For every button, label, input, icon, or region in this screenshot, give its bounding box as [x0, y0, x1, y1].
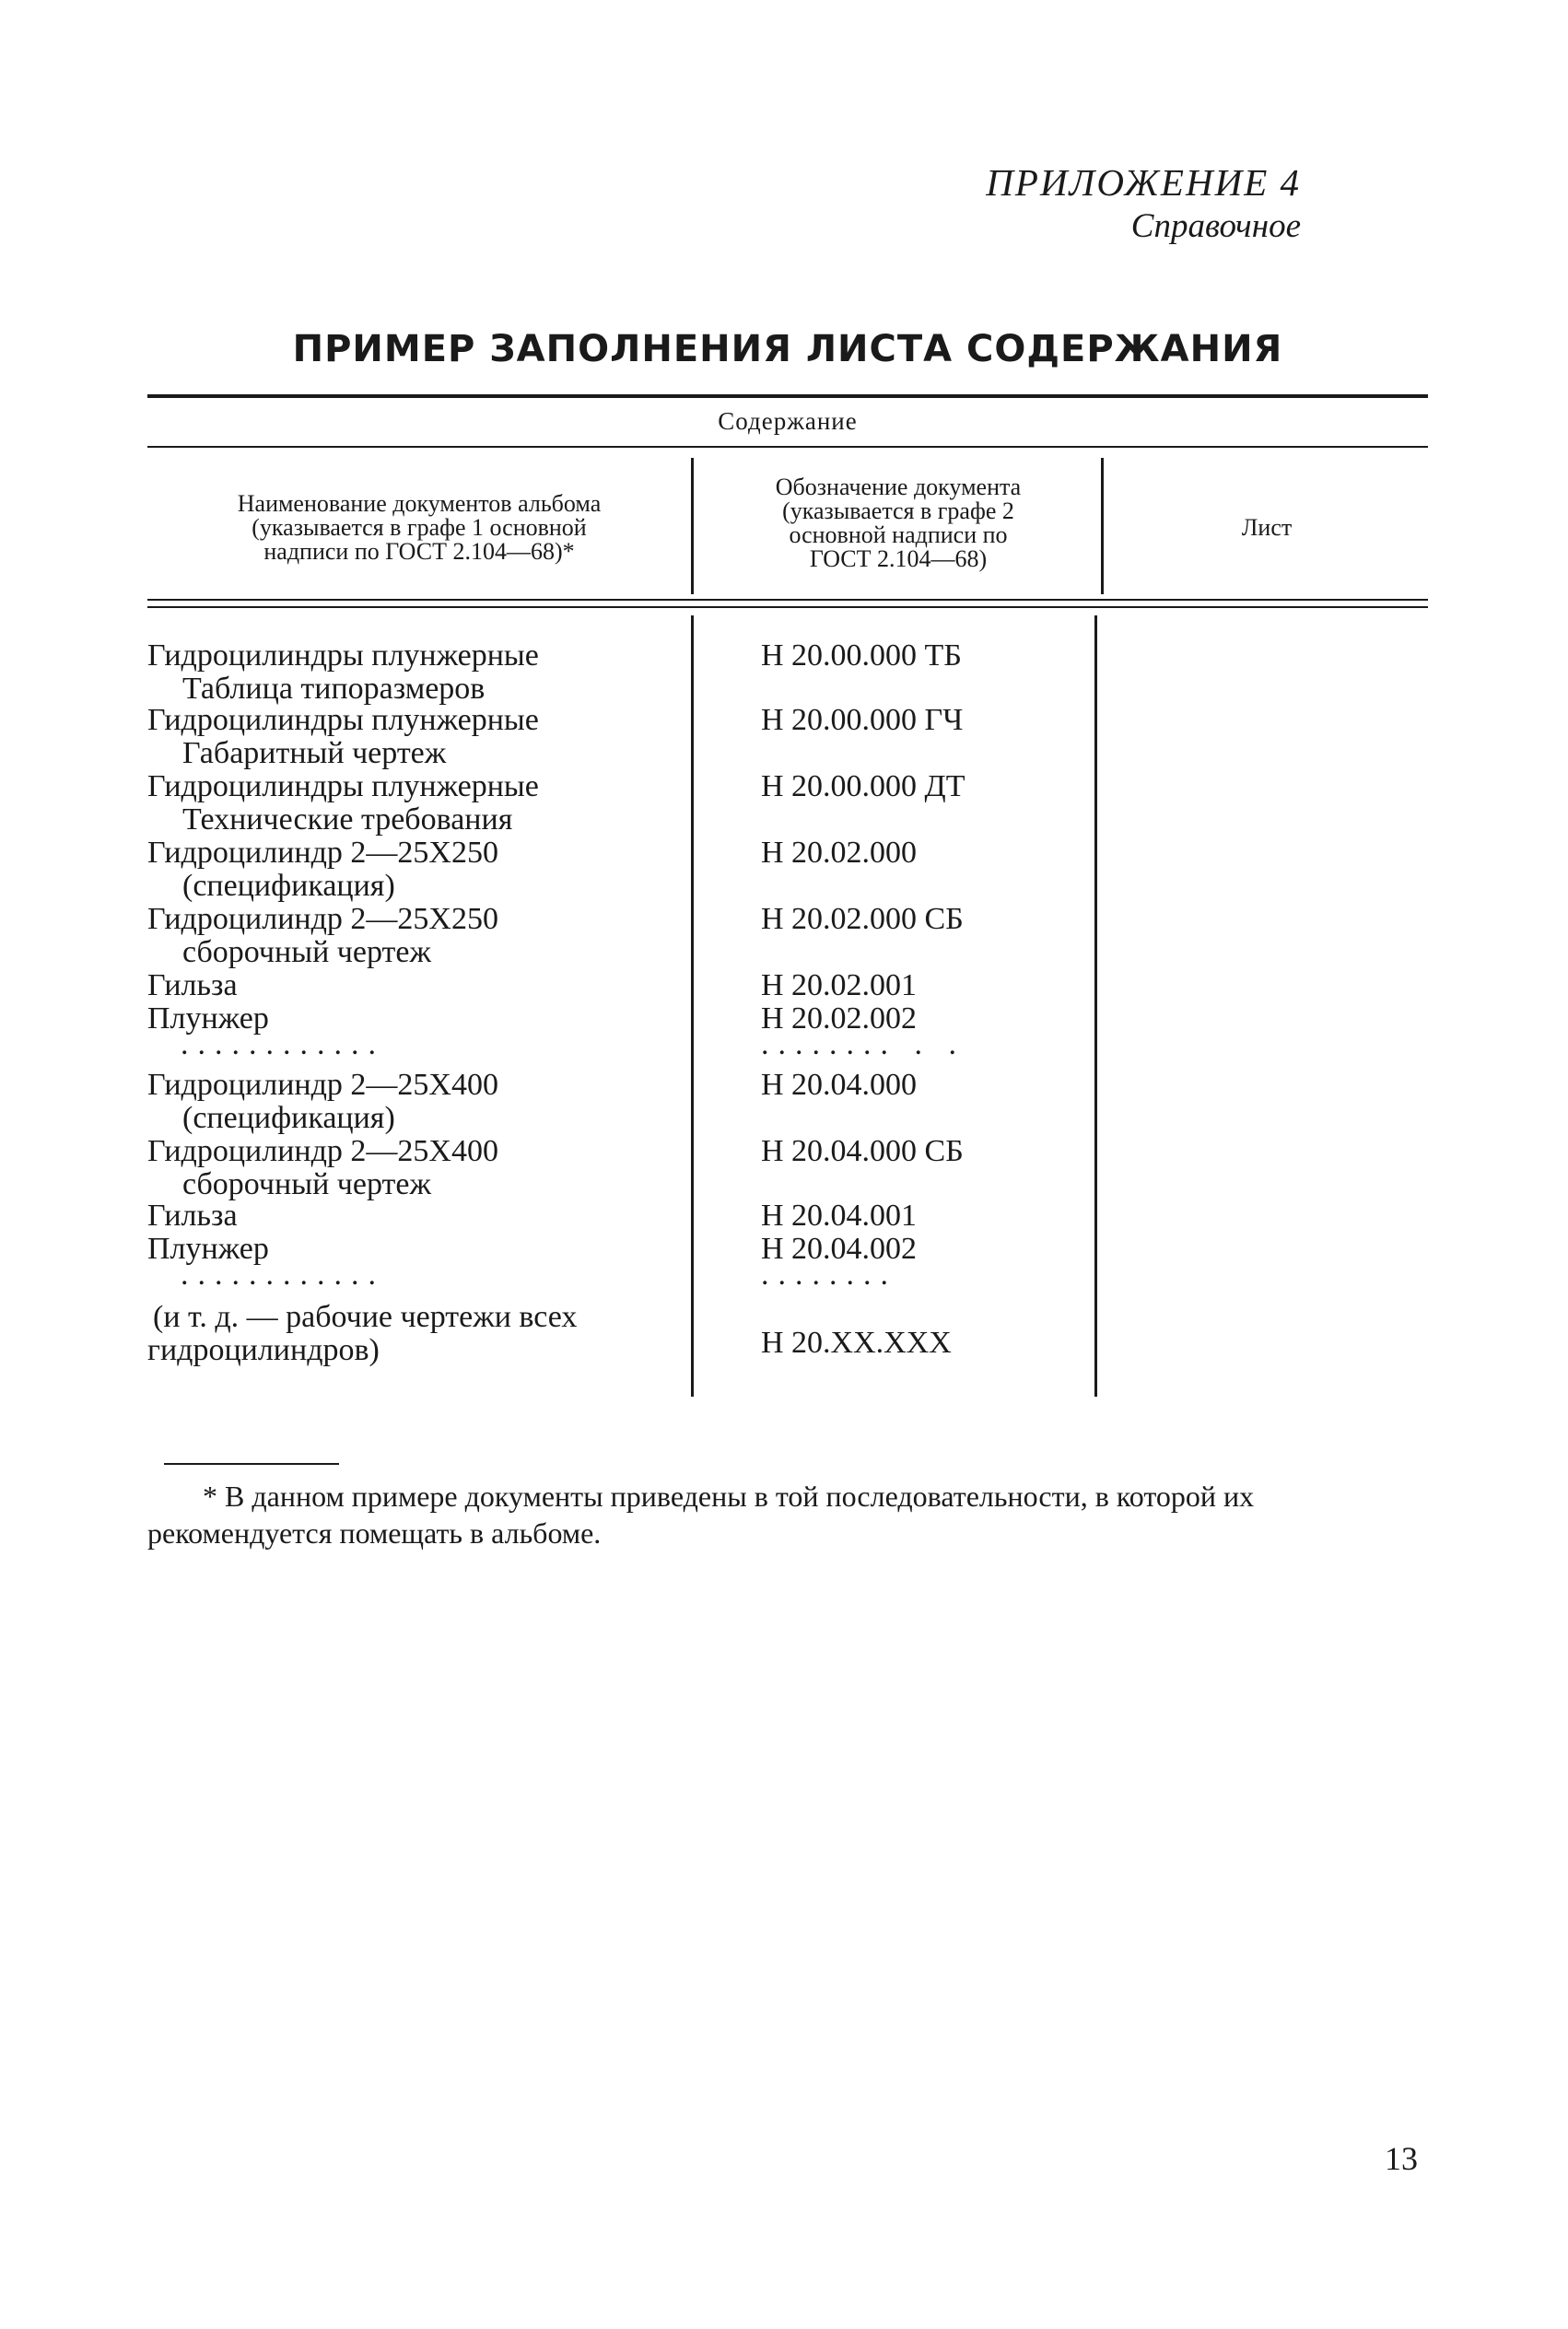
appendix-block	[986, 158, 1301, 247]
row-name-line: Гидроцилиндр 2—25Х400	[147, 1134, 498, 1168]
header-name-line: (указывается в графе 1 основной	[252, 514, 587, 541]
table-row-code: Н 20.04.000 СБ	[761, 1134, 964, 1168]
row-name-line: Плунжер	[147, 1232, 269, 1266]
table-row-code: Н 20.04.001	[761, 1199, 918, 1233]
row-name-line: сборочный чертеж	[182, 935, 431, 969]
header-code-line: основной надписи по	[789, 521, 1008, 548]
table-row-name	[147, 837, 498, 903]
row-name-line: Гильза	[147, 968, 238, 1002]
table-row-ellipsis-code: ........ . .	[761, 1027, 965, 1061]
table-row-name	[147, 770, 539, 837]
footnote-rule	[164, 1463, 339, 1465]
table-row-ellipsis	[181, 1258, 385, 1292]
table-row-code: Н 20.02.001	[761, 968, 918, 1002]
table-row-name	[147, 903, 498, 969]
table-row-ellipsis-code: ........	[761, 1258, 897, 1292]
row-name-line: Гидроцилиндр 2—25Х250	[147, 902, 498, 936]
table-row-code: Н 20.00.000 ГЧ	[761, 703, 964, 737]
row-name-line: (спецификация)	[182, 869, 395, 903]
footnote-text: * В данном примере документы приведены в той последовательности, в которой их рекомендуется помещать в альбоме.	[147, 1480, 1255, 1550]
table-row-code: Н 20.02.002	[761, 1001, 918, 1036]
row-name-line: (спецификация)	[182, 1101, 395, 1135]
caption-rule	[147, 446, 1428, 448]
table-row-code: Н 20.04.000	[761, 1068, 918, 1102]
table-top-rule	[147, 394, 1428, 398]
header-code-line: ГОСТ 2.104—68)	[809, 545, 988, 572]
body-divider-1	[691, 615, 694, 1397]
row-name-line: ............	[181, 1258, 385, 1292]
header-divider-2	[1101, 458, 1104, 594]
row-name-line: (и т. д. — рабочие чертежи всех	[153, 1300, 578, 1334]
appendix-sublabel: Справочное	[1130, 207, 1301, 245]
header-code	[700, 475, 1096, 571]
header-sheet	[1110, 516, 1423, 540]
footnote	[147, 1478, 1428, 1551]
appendix-label: ПРИЛОЖЕНИЕ 4	[986, 161, 1301, 204]
header-name	[157, 492, 682, 564]
table-row-name	[147, 1200, 238, 1233]
table-row-name	[147, 969, 238, 1002]
row-name-line: Гидроцилиндр 2—25Х400	[147, 1068, 498, 1102]
row-name-line: Гидроцилиндры плунжерные	[147, 638, 539, 673]
row-name-line: Гильза	[147, 1199, 238, 1233]
table-row-code: Н 20.02.000	[761, 836, 918, 870]
table-row-code: Н 20.00.000 ДТ	[761, 769, 965, 803]
table-row-code: Н 20.XX.XXX	[761, 1326, 952, 1360]
row-name-line: гидроцилиндров)	[147, 1333, 380, 1367]
row-name-line: Гидроцилиндры плунжерные	[147, 703, 539, 737]
row-name-line: Плунжер	[147, 1001, 269, 1036]
row-name-line: Габаритный чертеж	[182, 736, 447, 770]
header-bottom-rule-2	[147, 606, 1428, 608]
row-name-line: сборочный чертеж	[182, 1167, 431, 1201]
header-code-line: Обозначение документа	[775, 474, 1022, 500]
header-sheet-line: Лист	[1241, 514, 1293, 541]
table-row-name	[147, 704, 539, 770]
row-name-line: Таблица типоразмеров	[182, 672, 486, 706]
page-title: ПРИМЕР ЗАПОЛНЕНИЯ ЛИСТА СОДЕРЖАНИЯ	[292, 328, 1283, 370]
table-caption: Содержание	[718, 407, 858, 435]
row-name-line: Гидроцилиндр 2—25Х250	[147, 836, 498, 870]
table-row-code: Н 20.00.000 ТБ	[761, 638, 962, 673]
table-row-ellipsis	[181, 1028, 385, 1061]
table-row-name	[147, 1301, 577, 1367]
page-number: 13	[1385, 2140, 1418, 2177]
table-row-code: Н 20.04.002	[761, 1232, 918, 1266]
table-row-name	[147, 1135, 498, 1201]
header-bottom-rule-1	[147, 599, 1428, 601]
row-name-line: Гидроцилиндры плунжерные	[147, 769, 539, 803]
row-name-line: Технические требования	[182, 802, 513, 837]
body-divider-2	[1094, 615, 1097, 1397]
table-row-code: Н 20.02.000 СБ	[761, 902, 964, 936]
header-name-line: надписи по ГОСТ 2.104—68)*	[263, 538, 575, 565]
table-row-name	[147, 1069, 498, 1135]
header-code-line: (указывается в графе 2	[782, 497, 1014, 524]
header-name-line: Наименование документов альбома	[237, 490, 602, 517]
header-divider-1	[691, 458, 694, 594]
table-row-name	[147, 639, 539, 706]
row-name-line: ............	[181, 1027, 385, 1061]
